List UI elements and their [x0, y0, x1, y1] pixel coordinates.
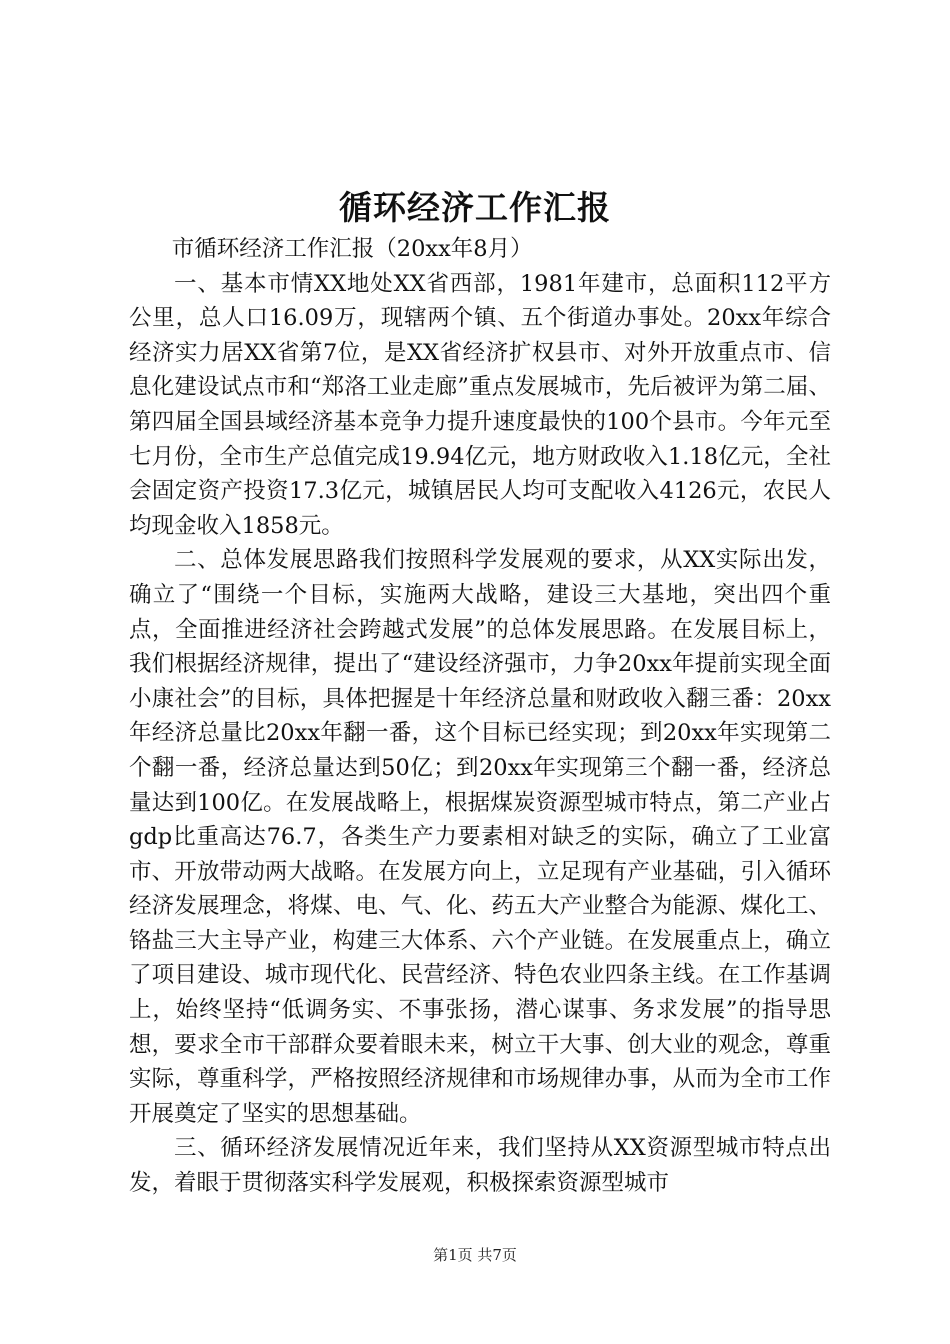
paragraph-development-ideas: 二、总体发展思路我们按照科学发展观的要求，从XX实际出发，确立了“围绕一个目标，实施两大战略，建设三大基地，突出四个重点，全面推进经济社会跨越式发展”的总体发展思路。在发展目标上，我们根据经济规律，提出了“建设经济强市，力争20xx年提前实现全面小康社会”的目标，具体把握是十年经济总量和财政收入翻三番：20xx年经济总量比20xx年翻一番，这个目标已经实现；到20xx年实现第二个翻一番，经济总量达到50亿；到20xx年实现第三个翻一番，经济总量达到100亿。在发展战略上，根据煤炭资源型城市特点，第二产业占gdp比重高达76.7，各类生产力要素相对缺乏的实际，确立了工业富市、开放带动两大战略。在发展方向上，立足现有产业基础，引入循环经济发展理念，将煤、电、气、化、药五大产业整合为能源、煤化工、铬盐三大主导产业，构建三大体系、六个产业链。在发展重点上，确立了项目建设、城市现代化、民营经济、特色农业四条主线。在工作基调上，始终坚持“低调务实、不事张扬，潜心谋事、务求发展”的指导思想，要求全市干部群众要着眼未来，树立干大事、创大业的观念，尊重实际，尊重科学，严格按照经济规律和市场规律办事，从而为全市工作开展奠定了坚实的思想基础。: [129, 547, 831, 1127]
paragraph-circular-economy: 三、循环经济发展情况近年来，我们坚持从XX资源型城市特点出发，着眼于贯彻落实科学发展观，积极探索资源型城市: [129, 1135, 831, 1197]
paragraph-basic-situation: 一、基本市情XX地处XX省西部，1981年建市，总面积112平方公里，总人口16.09万，现辖两个镇、五个街道办事处。20xx年综合经济实力居XX省第7位，是XX省经济扩权县市、对外开放重点市、信息化建设试点市和“郑洛工业走廊”重点发展城市，先后被评为第二届、第四届全国县域经济基本竞争力提升速度最快的100个县市。今年元至七月份，全市生产总值完成19.94亿元，地方财政收入1.18亿元，全社会固定资产投资17.3亿元，城镇居民人均可支配收入4126元，农民人均现金收入1858元。: [129, 270, 831, 539]
page-number-footer: 第1页 共7页: [433, 1246, 517, 1264]
document-subtitle: 市循环经济工作汇报（20xx年8月）: [171, 236, 533, 262]
document-title: 循环经济工作汇报: [339, 188, 611, 227]
document-body: [129, 232, 831, 1201]
